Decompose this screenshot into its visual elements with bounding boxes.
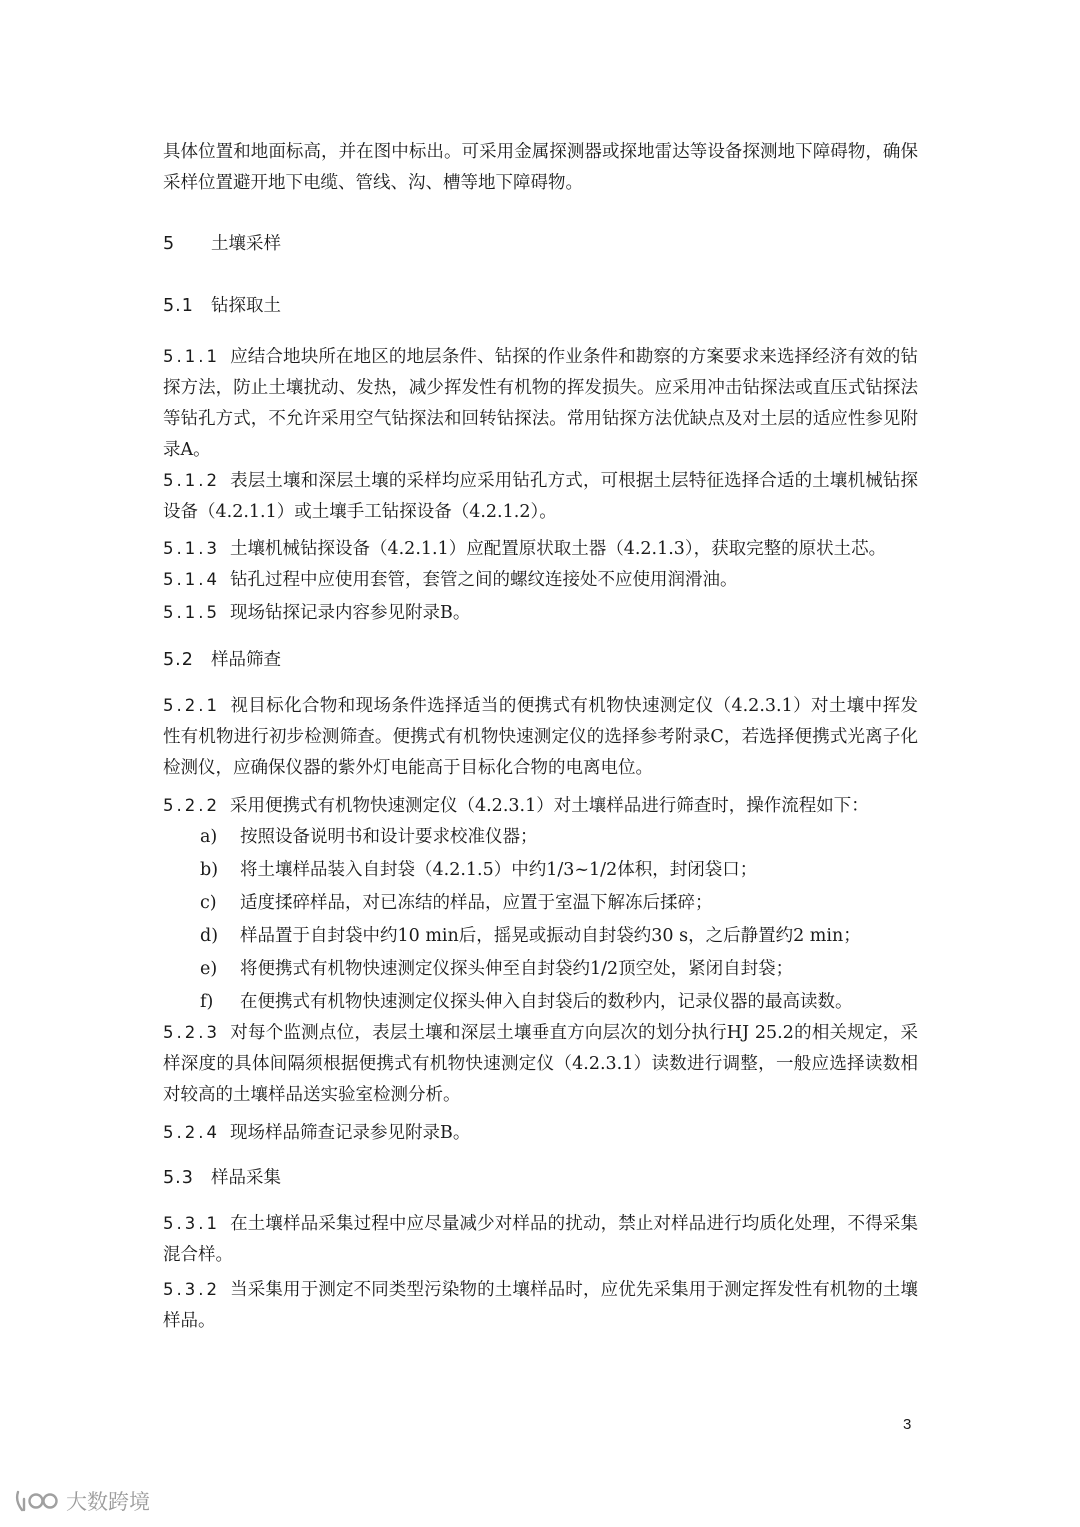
clause-text: 应结合地块所在地区的地层条件、钻探的作业条件和勘察的方案要求来选择经济有效的钻探方法，防止土壤扰动、发热，减少挥发性有机物的挥发损失。应采用冲击钻探法或直压式钻探法等钻孔方式，不允许采用空气钻探法和回转钻探法。常用钻探方法优缺点及对土层的适应性参见附录A。	[163, 347, 918, 460]
list-marker: a)	[200, 827, 218, 847]
list-item: c) 适度揉碎样品，对已冻结的样品，应置于室温下解冻后揉碎；	[200, 888, 918, 919]
clause-5-1-4	[163, 564, 918, 596]
list-item: f) 在便携式有机物快速测定仪探头伸入自封袋后的数秒内，记录仪器的最高读数。	[200, 987, 918, 1018]
section-number: 5.1	[163, 296, 194, 316]
section-title: 钻探取土	[211, 296, 281, 316]
clause-5-3-2	[163, 1274, 918, 1337]
clause-text: 现场样品筛查记录参见附录B。	[229, 1123, 471, 1143]
clause-number: 5.2.2	[163, 796, 220, 815]
clause-number: 5.1.3	[163, 539, 220, 558]
section-5-heading	[163, 229, 918, 260]
list-item: d) 样品置于自封袋中约10 min后，摇晃或振动自封袋约30 s，之后静置约2 min；	[200, 921, 918, 952]
list-item: e) 将便携式有机物快速测定仪探头伸至自封袋约1/2顶空处，紧闭自封袋；	[200, 954, 918, 985]
clause-number: 5.2.4	[163, 1123, 220, 1142]
list-marker: f)	[200, 992, 214, 1012]
clause-text: 视目标化合物和现场条件选择适当的便携式有机物快速测定仪（4.2.3.1）对土壤中挥发性有机物进行初步检测筛查。便携式有机物快速测定仪的选择参考附录C，若选择便携式光离子化检测仪，应确保仪器的紫外灯电能高于目标化合物的电离电位。	[163, 696, 918, 778]
clause-number: 5.1.4	[163, 570, 220, 589]
clause-number: 5.3.1	[163, 1214, 220, 1233]
section-5-2-heading	[163, 645, 918, 676]
clause-5-2-2	[163, 790, 918, 822]
clause-5-2-1	[163, 690, 918, 784]
clause-5-1-2	[163, 465, 918, 528]
section-number: 5.3	[163, 1168, 194, 1188]
clause-5-1-5	[163, 597, 918, 629]
clause-5-1-3	[163, 533, 918, 565]
clause-text: 表层土壤和深层土壤的采样均应采用钻孔方式，可根据土层特征选择合适的土壤机械钻探设备（4.2.1.1）或土壤手工钻探设备（4.2.1.2）。	[163, 471, 918, 522]
list-item: b) 将土壤样品装入自封袋（4.2.1.5）中约1/3~1/2体积，封闭袋口；	[200, 855, 918, 886]
clause-text: 采用便携式有机物快速测定仪（4.2.3.1）对土壤样品进行筛查时，操作流程如下：	[229, 796, 869, 816]
clause-5-1-1	[163, 341, 918, 466]
clause-number: 5.1.1	[163, 347, 220, 366]
section-title: 土壤采样	[211, 234, 281, 254]
section-number: 5	[163, 234, 176, 254]
clause-text: 钻孔过程中应使用套管，套管之间的螺纹连接处不应使用润滑油。	[229, 570, 738, 590]
intro-paragraph: 具体位置和地面标高，并在图中标出。可采用金属探测器或探地雷达等设备探测地下障碍物，确保采样位置避开地下电缆、管线、沟、槽等地下障碍物。	[163, 142, 918, 193]
section-title: 样品筛查	[211, 650, 281, 670]
clause-number: 5.1.2	[163, 471, 220, 490]
list-item: a) 按照设备说明书和设计要求校准仪器；	[200, 822, 918, 853]
clause-number: 5.2.1	[163, 696, 220, 715]
section-5-1-heading	[163, 291, 918, 322]
watermark-logo-icon	[14, 1488, 60, 1514]
clause-text: 现场钻探记录内容参见附录B。	[229, 603, 471, 623]
watermark	[14, 1486, 150, 1516]
page-number: 3	[903, 1416, 912, 1433]
clause-text: 土壤机械钻探设备（4.2.1.1）应配置原状取土器（4.2.1.3），获取完整的原状土芯。	[229, 539, 887, 559]
list-marker: e)	[200, 959, 218, 979]
clause-5-2-4	[163, 1117, 918, 1149]
clause-number: 5.3.2	[163, 1280, 220, 1299]
section-number: 5.2	[163, 650, 194, 670]
list-marker: c)	[200, 893, 217, 913]
section-5-3-heading	[163, 1163, 918, 1194]
clause-text: 在土壤样品采集过程中应尽量减少对样品的扰动，禁止对样品进行均质化处理，不得采集混合样。	[163, 1214, 918, 1265]
clause-number: 5.2.3	[163, 1023, 220, 1042]
clause-5-2-3	[163, 1017, 918, 1111]
list-marker: b)	[200, 860, 219, 880]
clause-text: 对每个监测点位，表层土壤和深层土壤垂直方向层次的划分执行HJ 25.2的相关规定，采样深度的具体间隔须根据便携式有机物快速测定仪（4.2.3.1）读数进行调整，一般应选择读数相对较高的土壤样品送实验室检测分析。	[163, 1023, 918, 1105]
clause-5-3-1	[163, 1208, 918, 1271]
watermark-text: 大数跨境	[66, 1490, 150, 1514]
clause-text: 当采集用于测定不同类型污染物的土壤样品时，应优先采集用于测定挥发性有机物的土壤样品。	[163, 1280, 918, 1331]
section-title: 样品采集	[211, 1168, 281, 1188]
list-marker: d)	[200, 926, 219, 946]
clause-number: 5.1.5	[163, 603, 220, 622]
